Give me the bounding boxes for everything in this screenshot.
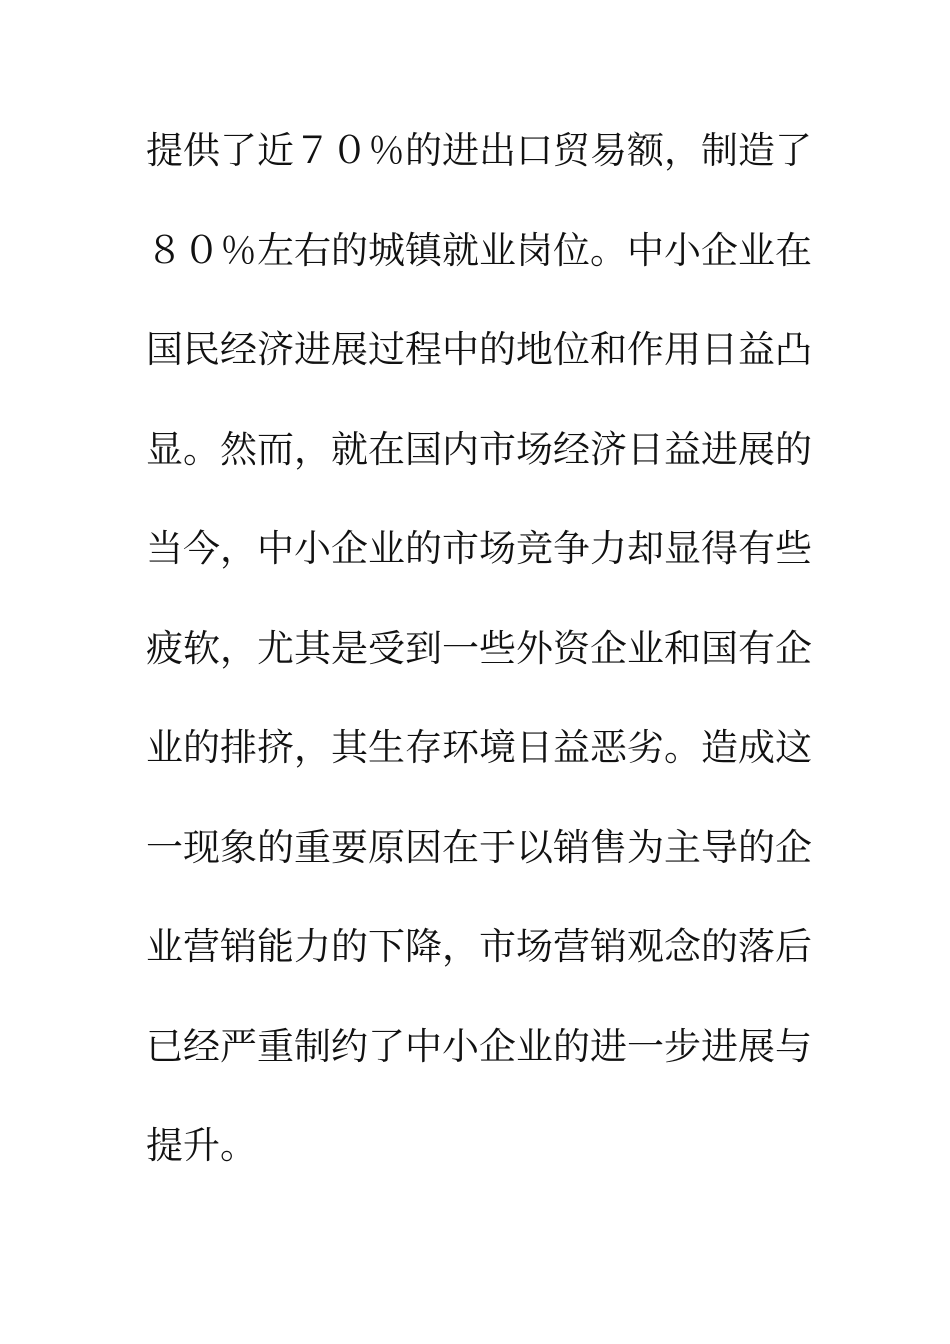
text-line-9: 业营销能力的下降，市场营销观念的落后	[146, 925, 812, 968]
text-line-8: 一现象的重要原因在于以销售为主导的企	[146, 825, 812, 869]
text-line-5: 当今，中小企业的市场竞争力却显得有些	[146, 527, 812, 570]
text-line-3: 国民经济进展过程中的地位和作用日益凸	[146, 328, 812, 371]
text-line-1: 提供了近７０％的进出口贸易额，制造了	[146, 129, 812, 172]
text-line-6: 疲软，尤其是受到一些外资企业和国有企	[146, 626, 812, 670]
text-line-4: 显。然而，就在国内市场经济日益进展的	[146, 427, 812, 471]
text-line-11: 提升。	[146, 1124, 257, 1167]
text-line-10: 已经严重制约了中小企业的进一步进展与	[146, 1024, 812, 1068]
paragraph	[146, 121, 816, 1216]
text-line-7: 业的排挤，其生存环境日益恶劣。造成这	[146, 726, 812, 769]
text-line-2: ８０％左右的城镇就业岗位。中小企业在	[146, 228, 812, 272]
